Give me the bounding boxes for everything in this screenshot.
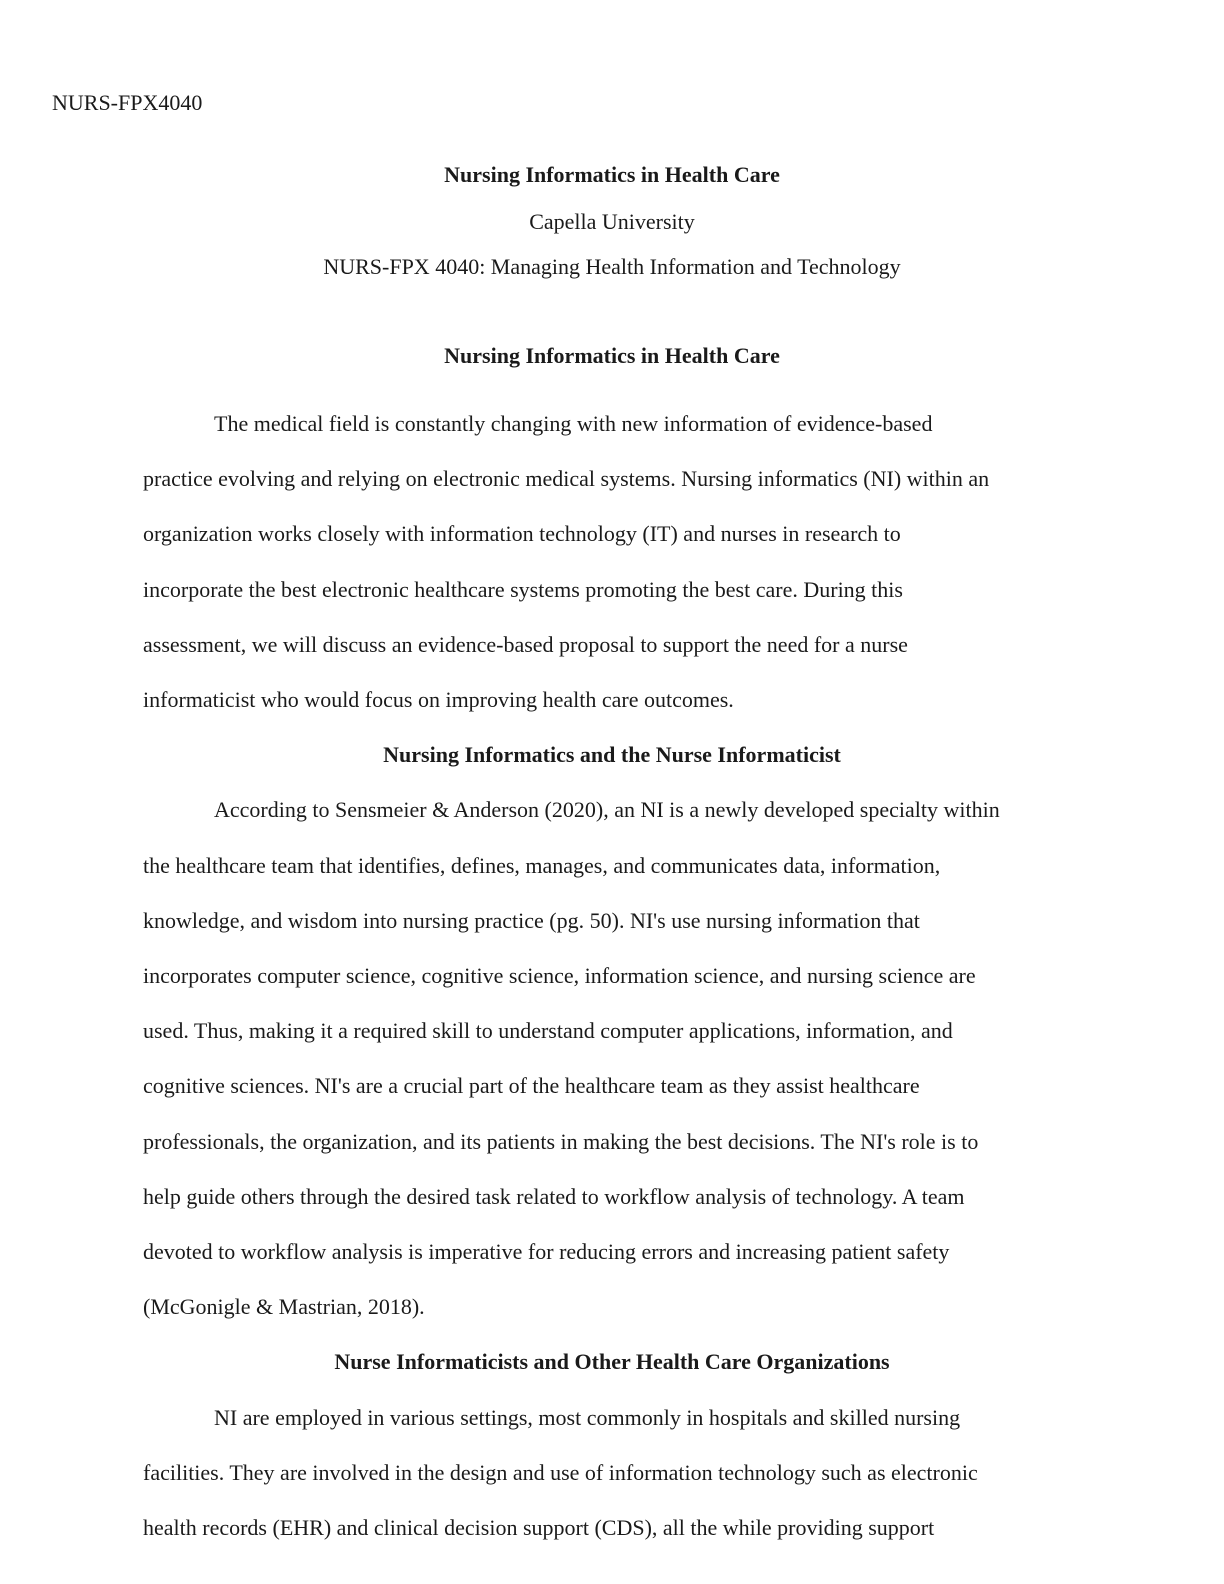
text-line: the healthcare team that identifies, defines, manages, and communicates data, information, <box>143 852 941 878</box>
text-line: assessment, we will discuss an evidence-based proposal to support the need for a nurse <box>143 631 908 657</box>
section-heading: Nursing Informatics in Health Care <box>444 343 780 368</box>
section-heading: Nurse Informaticists and Other Health Care Organizations <box>334 1349 890 1375</box>
text-line: incorporate the best electronic healthcare systems promoting the best care. During this <box>143 576 903 602</box>
text-line: professionals, the organization, and its patients in making the best decisions. The NI's role is to <box>143 1128 979 1154</box>
text-line: devoted to workflow analysis is imperative for reducing errors and increasing patient safety <box>143 1239 950 1265</box>
text-line: knowledge, and wisdom into nursing practice (pg. 50). NI's use nursing information that <box>143 907 920 933</box>
text-line: NI are employed in various settings, most commonly in hospitals and skilled nursing <box>214 1404 961 1430</box>
paper-title: Nursing Informatics in Health Care <box>444 162 780 187</box>
section-heading: Nursing Informatics and the Nurse Informaticist <box>383 742 841 768</box>
institution: Capella University <box>529 209 695 234</box>
running-head: NURS-FPX4040 <box>52 90 203 115</box>
text-line: help guide others through the desired task related to workflow analysis of technology. A team <box>143 1183 965 1209</box>
text-line: According to Sensmeier & Anderson (2020), an NI is a newly developed specialty within <box>214 797 1000 823</box>
text-line: used. Thus, making it a required skill to understand computer applications, information, and <box>143 1018 953 1044</box>
text-line: practice evolving and relying on electronic medical systems. Nursing informatics (NI) within an <box>143 466 990 492</box>
course-name: NURS-FPX 4040: Managing Health Information and Technology <box>323 254 901 279</box>
text-line: incorporates computer science, cognitive science, information science, and nursing science are <box>143 963 976 989</box>
text-line: (McGonigle & Mastrian, 2018). <box>143 1294 425 1320</box>
text-line: health records (EHR) and clinical decision support (CDS), all the while providing support <box>143 1515 935 1541</box>
text-line: informaticist who would focus on improving health care outcomes. <box>143 687 734 713</box>
text-line: cognitive sciences. NI's are a crucial part of the healthcare team as they assist healthcare <box>143 1073 920 1099</box>
text-line: The medical field is constantly changing with new information of evidence-based <box>214 411 933 436</box>
text-line: facilities. They are involved in the design and use of information technology such as electronic <box>143 1459 978 1485</box>
text-line: organization works closely with information technology (IT) and nurses in research to <box>143 521 901 547</box>
document-body <box>143 396 1083 1555</box>
